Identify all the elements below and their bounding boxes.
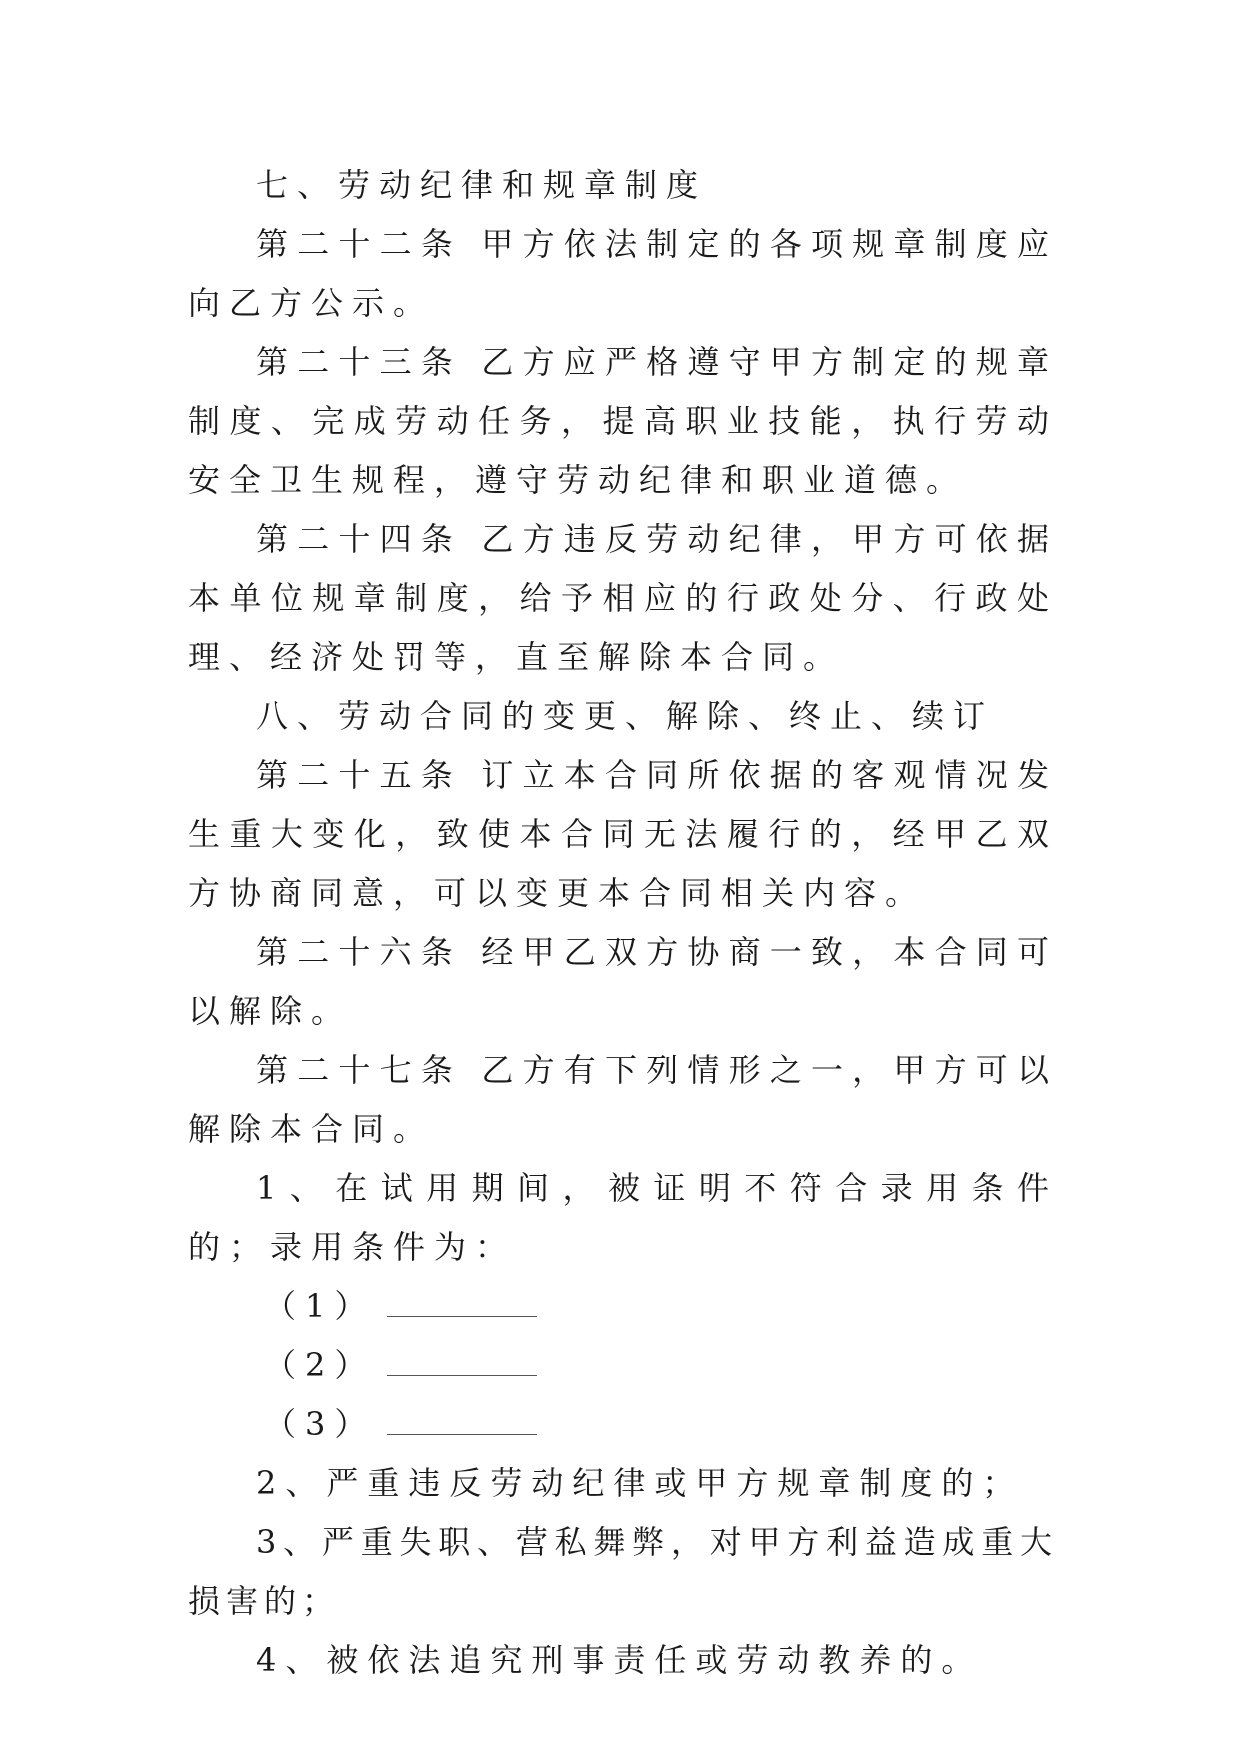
article-24: 第二十四条 乙方违反劳动纪律，甲方可依据本单位规章制度，给予相应的行政处分、行政处理、经济处罚等，直至解除本合同。 (188, 520, 1058, 676)
condition-blank-line (387, 1345, 537, 1376)
article-25: 第二十五条 订立本合同所依据的客观情况发生重大变化，致使本合同无法履行的，经甲乙双方协商同意，可以变更本合同相关内容。 (188, 756, 1058, 912)
article-26: 第二十六条 经甲乙双方协商一致，本合同可以解除。 (188, 933, 1058, 1030)
clause-2: 2、严重违反劳动纪律或甲方规章制度的； (256, 1464, 1024, 1502)
clause-3: 3、严重失职、营私舞弊，对甲方利益造成重大损害的； (188, 1523, 1058, 1620)
condition-item-3 (188, 1395, 1058, 1454)
clause-1: 1、在试用期间，被证明不符合录用条件的；录用条件为： (188, 1169, 1058, 1266)
condition-item-number: （3） (264, 1405, 376, 1443)
article-23: 第二十三条 乙方应严格遵守甲方制定的规章制度、完成劳动任务，提高职业技能，执行劳动安全卫生规程，遵守劳动纪律和职业道德。 (188, 343, 1058, 499)
article-22: 第二十二条 甲方依法制定的各项规章制度应向乙方公示。 (188, 225, 1058, 322)
document-body (188, 156, 1058, 1690)
condition-item-2 (188, 1336, 1058, 1395)
section-7-heading: 七、劳动纪律和规章制度 (256, 166, 708, 204)
condition-item-1 (188, 1277, 1058, 1336)
section-8-heading: 八、劳动合同的变更、解除、终止、续订 (256, 697, 995, 735)
article-27: 第二十七条 乙方有下列情形之一，甲方可以解除本合同。 (188, 1051, 1058, 1148)
condition-blank-line (387, 1404, 537, 1435)
condition-item-number: （2） (264, 1346, 376, 1384)
clause-4: 4、被依法追究刑事责任或劳动教养的。 (256, 1641, 983, 1679)
condition-item-number: （1） (264, 1287, 376, 1325)
condition-blank-line (387, 1286, 537, 1317)
